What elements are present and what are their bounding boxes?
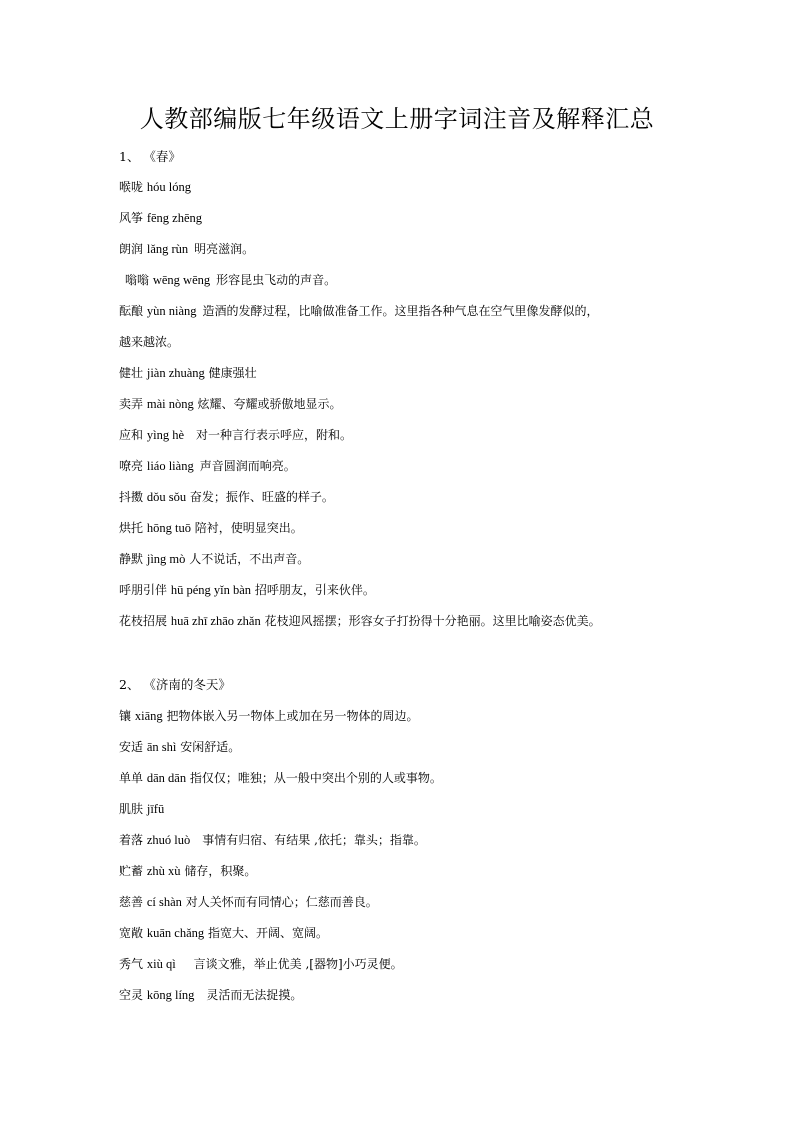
entry-term: 抖擞 (119, 490, 144, 504)
entry-definition-continued: 越来越浓。 (119, 335, 180, 349)
entry-term: 嗡嗡 (125, 273, 150, 287)
entry-definition: 造酒的发酵过程，比喻做准备工作。这里指各种气息在空气里像发酵似的， (202, 304, 599, 318)
entry-definition: 言谈文雅，举止优美 ,[器物]小巧灵便。 (193, 957, 403, 971)
entry-term: 呼朋引伴 (119, 583, 168, 597)
section-heading: 1、 《春》 (119, 149, 181, 164)
entry-definition: 对人关怀而有同情心；仁慈而善良。 (185, 895, 378, 909)
entry-pinyin: cí shàn (146, 895, 182, 909)
entry-term: 花枝招展 (119, 614, 168, 628)
entry-definition: 陪衬，使明显突出。 (194, 521, 303, 535)
entry-pinyin: huā zhī zhāo zhǎn (170, 614, 261, 628)
list-item (119, 581, 719, 599)
entry-definition: 明亮滋润。 (194, 242, 255, 256)
entry-term: 安适 (119, 740, 144, 754)
list-item (119, 924, 719, 942)
entry-pinyin: jìng mò (146, 552, 186, 566)
entry-pinyin: hōng tuō (146, 521, 191, 535)
list-item (119, 769, 719, 787)
entry-pinyin: hū péng yǐn bàn (170, 583, 252, 597)
list-item (119, 302, 719, 320)
list-item (119, 178, 719, 196)
list-item (119, 893, 719, 911)
entry-pinyin: zhù xù (146, 864, 181, 878)
page-title: 人教部编版七年级语文上册字词注音及解释汇总 (139, 105, 655, 133)
entry-definition: 奋发；振作、旺盛的样子。 (189, 490, 334, 504)
list-item (119, 395, 719, 413)
entry-definition: 指仅仅；唯独；从一般中突出个别的人或事物。 (189, 771, 442, 785)
list-item (119, 364, 719, 382)
entry-pinyin: ān shì (146, 740, 177, 754)
entry-definition: 花枝迎风摇摆；形容女子打扮得十分艳丽。这里比喻姿态优美。 (264, 614, 601, 628)
entry-term: 卖弄 (119, 397, 144, 411)
entry-term: 镶 (119, 709, 132, 723)
entry-term: 秀气 (119, 957, 144, 971)
entry-term: 烘托 (119, 521, 144, 535)
entry-definition: 健康强壮 (208, 366, 257, 380)
entry-term: 健壮 (119, 366, 144, 380)
entry-pinyin: zhuó luò (146, 833, 191, 847)
entry-definition: 事情有归宿、有结果 ,依托；靠头；指靠。 (202, 833, 426, 847)
entry-pinyin: kuān chǎng (146, 926, 205, 940)
entry-term: 慈善 (119, 895, 144, 909)
entry-term: 喉咙 (119, 180, 144, 194)
entry-pinyin: liáo liàng (146, 459, 194, 473)
list-item (119, 612, 719, 630)
entry-definition: 灵活而无法捉摸。 (206, 988, 303, 1002)
entry-pinyin: xiāng (134, 709, 163, 723)
entry-definition: 招呼朋友，引来伙伴。 (254, 583, 375, 597)
entry-pinyin: jīfū (146, 802, 165, 816)
list-item (119, 550, 719, 568)
entry-pinyin: mài nòng (146, 397, 194, 411)
list-item (119, 800, 719, 818)
entry-definition: 对一种言行表示呼应，附和。 (196, 428, 353, 442)
entry-pinyin: xiù qì (146, 957, 176, 971)
entry-pinyin: yùn niàng (146, 304, 197, 318)
list-item (119, 209, 719, 227)
entry-pinyin: kōng líng (146, 988, 195, 1002)
list-item (119, 488, 719, 506)
list-item (119, 862, 719, 880)
entry-definition: 声音圆润而响亮。 (199, 459, 296, 473)
list-item (119, 707, 719, 725)
list-item (119, 986, 719, 1004)
entry-definition: 人不说话，不出声音。 (189, 552, 310, 566)
entry-definition: 安闲舒适。 (180, 740, 241, 754)
entry-term: 空灵 (119, 988, 144, 1002)
list-item (119, 457, 719, 475)
entry-term: 宽敞 (119, 926, 144, 940)
entry-pinyin: dǒu sǒu (146, 490, 187, 504)
list-item (119, 519, 719, 537)
entry-definition: 把物体嵌入另一物体上或加在另一物体的周边。 (166, 709, 419, 723)
entry-term: 应和 (119, 428, 144, 442)
entry-pinyin: jiàn zhuàng (146, 366, 205, 380)
entry-term: 肌肤 (119, 802, 144, 816)
entry-pinyin: dān dān (146, 771, 187, 785)
entry-term: 贮蓄 (119, 864, 144, 878)
entry-term: 酝酿 (119, 304, 144, 318)
entry-term: 朗润 (119, 242, 144, 256)
entry-term: 风筝 (119, 211, 144, 225)
entry-pinyin: fēng zhēng (146, 211, 203, 225)
list-item (119, 240, 719, 258)
entry-definition: 形容昆虫飞动的声音。 (216, 273, 337, 287)
entry-term: 单单 (119, 771, 144, 785)
entry-definition: 储存，积聚。 (184, 864, 257, 878)
list-item (125, 271, 725, 289)
entry-pinyin: hóu lóng (146, 180, 191, 194)
list-item (119, 955, 719, 973)
entry-term: 着落 (119, 833, 144, 847)
entry-term: 嘹亮 (119, 459, 144, 473)
entry-definition: 指宽大、开阔、宽阔。 (207, 926, 328, 940)
list-item (119, 426, 719, 444)
entry-definition: 炫耀、夸耀或骄傲地显示。 (197, 397, 342, 411)
entry-term: 静默 (119, 552, 144, 566)
entry-pinyin: lǎng rùn (146, 242, 189, 256)
list-item (119, 831, 719, 849)
entry-pinyin: wēng wēng (152, 273, 211, 287)
entry-pinyin: yìng hè (146, 428, 184, 442)
section-heading: 2、 《济南的冬天》 (119, 677, 231, 692)
list-item (119, 738, 719, 756)
